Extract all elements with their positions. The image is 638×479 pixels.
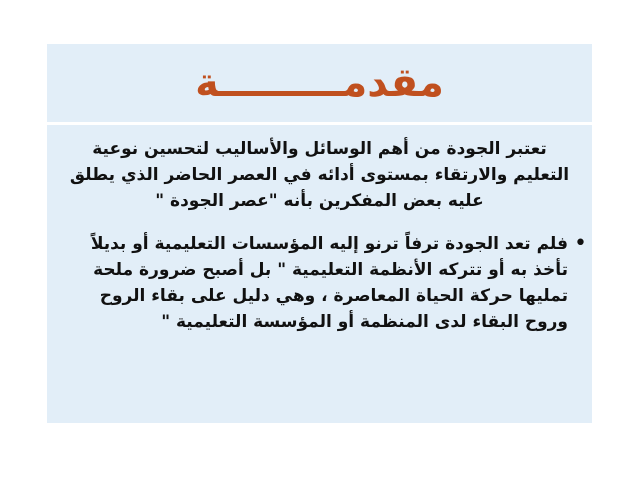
- bullet-icon: •: [574, 231, 587, 256]
- slide-title: مقدمـــــــــة: [195, 60, 444, 106]
- intro-paragraph: تعتبر الجودة من أهم الوسائل والأساليب لتحسين نوعية التعليم والارتقاء بمستوى أدائه في العصر الحاضر الذي يطلق عليه بعض المفكرين بأنه "عصر الجودة ": [69, 139, 570, 211]
- bullet-paragraph: فلم تعد الجودة ترفاً ترنو إليه المؤسسات التعليمية أو بديلاً تأخذ به أو تتركه الأنظمة التعليمية " بل أصبح ضرورة ملحة تمليها حركة الحياة المعاصرة ، وهي دليل على بقاء الروح وروح البقاء لدى المنظمة أو المؤسسة التعليمية ": [90, 234, 568, 332]
